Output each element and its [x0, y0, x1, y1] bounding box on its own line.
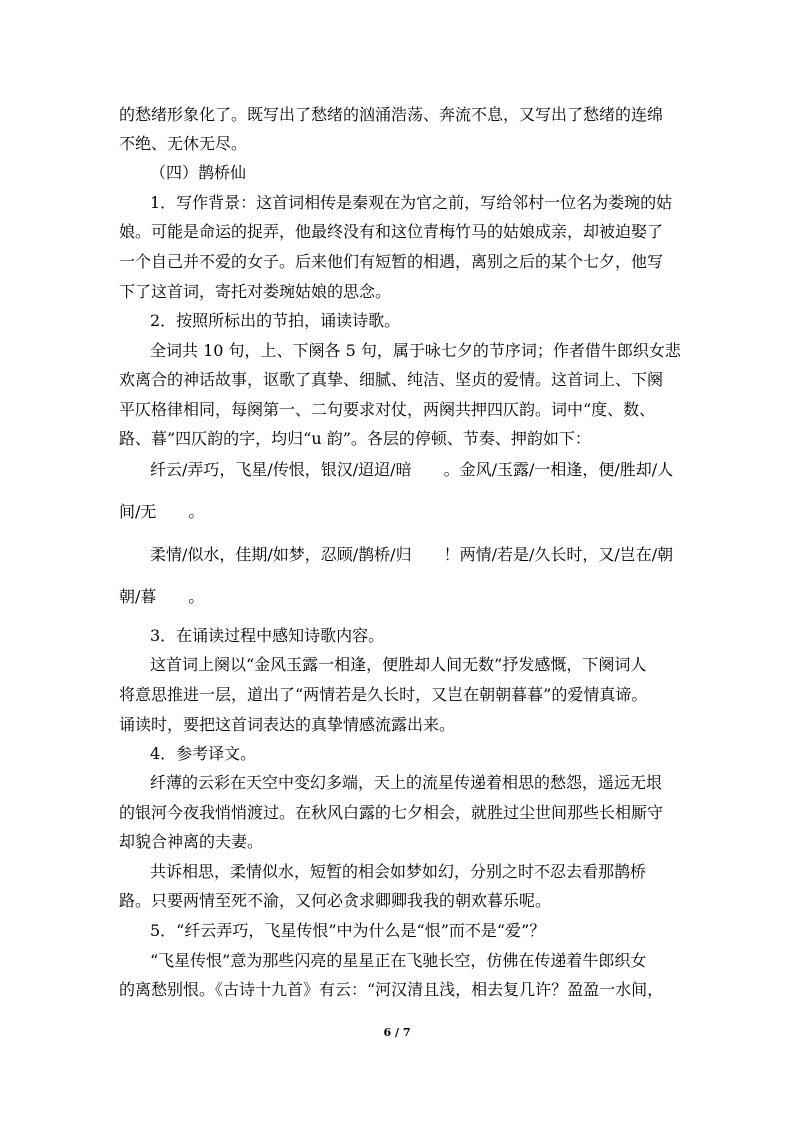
paragraph-line: 的离愁别恨。《古诗十九首》有云：“河汉清且浅，相去复几许？盈盈一水间，: [119, 980, 664, 999]
paragraph-line: 这首词上阕以“金风玉露一相逢，便胜却人间无数”抒发感慨，下阕词人: [150, 655, 647, 674]
page-number: 6 / 7: [383, 1026, 411, 1039]
paragraph-line: 一个自己并不爱的女子。后来他们有短暂的相遇，离别之后的某个七夕，他写: [119, 252, 664, 271]
paragraph-line: 下了这首词，寄托对娄琬姑娘的思念。: [119, 282, 392, 301]
paragraph-line: 纤薄的云彩在天空中变幻多端，天上的流星传递着相思的愁怨，遥远无垠: [150, 773, 663, 792]
paragraph-line: 诵读时，要把这首词表达的真挚情感流露出来。: [119, 715, 456, 734]
numbered-item: 3．在诵读过程中感知诗歌内容。: [150, 626, 385, 645]
paragraph-line: 不绝、无休无尽。: [119, 134, 248, 153]
poem-line: 朝/暮 。: [119, 587, 205, 606]
paragraph-line: “飞星传恨”意为那些闪亮的星星正在飞驰长空，仿佛在传递着牛郎织女: [150, 951, 647, 970]
numbered-item: 5．“纤云弄巧，飞星传恨”中为什么是“恨”而不是“爱”？: [150, 921, 546, 940]
paragraph-line: 共诉相思，柔情似水，短暂的相会如梦如幻，分别之时不忍去看那鹊桥: [150, 862, 647, 881]
paragraph-line: 路、暮”四仄韵的字，均归“u 韵”。各层的停顿、节奏、押韵如下：: [119, 429, 591, 448]
poem-line: 柔情/似水，佳期/如梦，忍顾/鹊桥/归 ！两情/若是/久长时，又/岂在/朝: [150, 545, 674, 564]
paragraph-line: 将意思推进一层，道出了“两情若是久长时，又岂在朝朝暮暮”的爱情真谛。: [119, 685, 648, 704]
poem-line: 纤云/弄巧，飞星/传恨，银汉/迢迢/暗 。金风/玉露/一相逢，便/胜却/人: [150, 460, 674, 479]
paragraph-line: 1．写作背景：这首词相传是秦观在为官之前，写给邻村一位名为娄琬的姑: [150, 193, 673, 212]
numbered-item: 2．按照所标出的节拍，诵读诗歌。: [150, 311, 401, 330]
paragraph-line: 却貌合神离的夫妻。: [119, 832, 264, 851]
paragraph-line: 全词共 10 句，上、下阕各 5 句，属于咏七夕的节序词；作者借牛郎织女悲: [150, 341, 681, 360]
paragraph-line: 路。只要两情至死不渝，又何必贪求卿卿我我的朝欢暮乐呢。: [119, 891, 552, 910]
poem-line: 间/无 。: [119, 502, 205, 521]
paragraph-line: 的愁绪形象化了。既写出了愁绪的汹涌浩荡、奔流不息，又写出了愁绪的连绵: [119, 105, 664, 124]
paragraph-line: 娘。可能是命运的捉弄，他最终没有和这位青梅竹马的姑娘成亲，却被迫娶了: [119, 222, 664, 241]
section-heading: （四）鹊桥仙: [150, 163, 247, 182]
paragraph-line: 平仄格律相同，每阕第一、二句要求对仗，两阕共押四仄韵。词中“度、数、: [119, 400, 656, 419]
paragraph-line: 欢离合的神话故事，讴歌了真挚、细腻、纯洁、坚贞的爱情。这首词上、下阕: [119, 370, 664, 389]
paragraph-line: 的银河今夜我悄悄渡过。在秋风白露的七夕相会，就胜过尘世间那些长相厮守: [119, 803, 664, 822]
numbered-item: 4．参考译文。: [150, 744, 257, 763]
